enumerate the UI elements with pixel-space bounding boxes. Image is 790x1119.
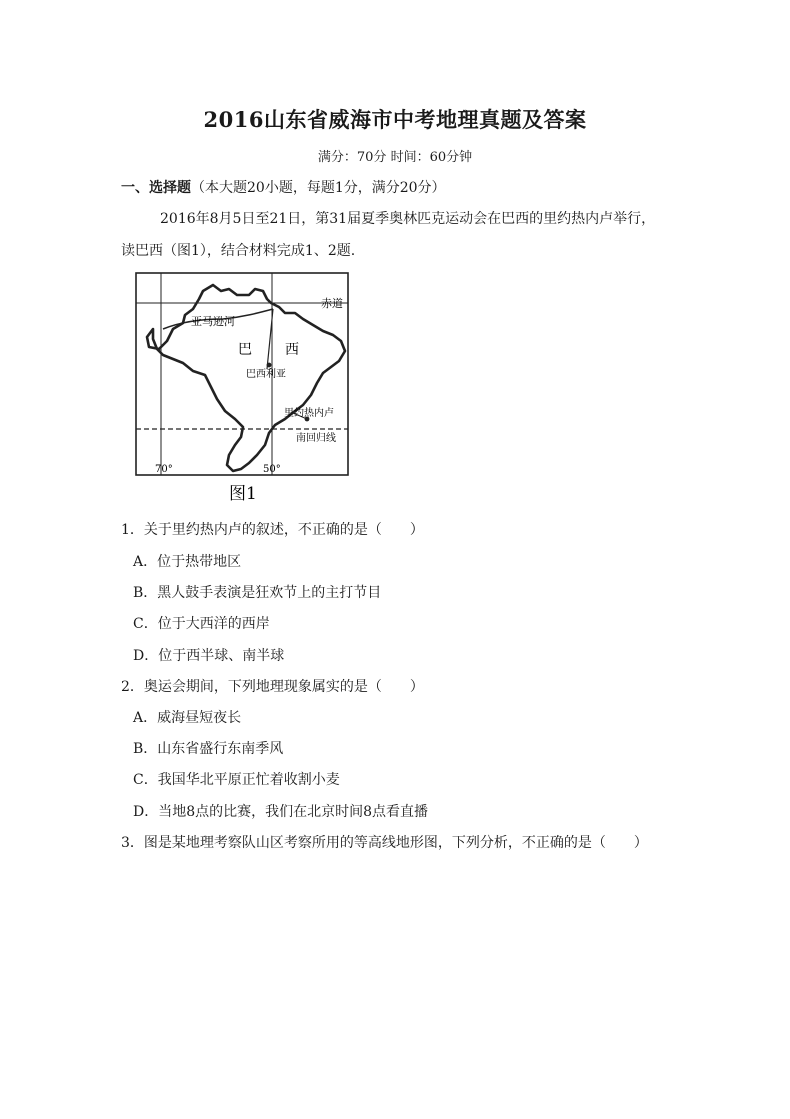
country-label-2: 西 (285, 342, 299, 358)
figure-caption: 图1 (229, 484, 257, 504)
section-note: （本大题20小题，每题1分，满分20分） (191, 180, 446, 196)
question-2-option-a: A．威海昼短夜长 (133, 710, 242, 726)
question-1-stem: 1．关于里约热内卢的叙述，不正确的是（ ） (121, 522, 424, 538)
question-3-stem: 3．图是某地理考察队山区考察所用的等高线地形图，下列分析，不正确的是（ ） (121, 835, 648, 851)
document-title: 2016山东省威海市中考地理真题及答案 (203, 107, 587, 132)
brasilia-dot (267, 363, 272, 368)
lon-50-label: 50° (263, 464, 281, 475)
question-2-stem: 2．奥运会期间，下列地理现象属实的是（ ） (121, 679, 424, 695)
country-label-1: 巴 (238, 342, 252, 358)
equator-label: 赤道 (321, 297, 343, 310)
lon-70-label: 70° (155, 464, 173, 475)
amazon-label: 亚马逊河 (191, 315, 235, 328)
brasilia-label: 巴西利亚 (246, 369, 286, 380)
intro-text-line-2: 读巴西（图1），结合材料完成1、2题. (121, 243, 356, 259)
question-1-option-b: B．黑人鼓手表演是狂欢节上的主打节目 (133, 585, 382, 601)
question-1-option-a: A．位于热带地区 (133, 554, 242, 570)
brazil-map-figure (133, 269, 358, 506)
section-label: 一、选择题 (121, 180, 191, 196)
intro-text-line-1: 2016年8月5日至21日，第31届夏季奥林匹克运动会在巴西的里约热内卢举行， (160, 211, 656, 227)
question-2-option-d: D．当地8点的比赛，我们在北京时间8点看直播 (133, 804, 429, 820)
question-1-option-d: D．位于西半球、南半球 (133, 648, 285, 664)
rio-label: 里约热内卢 (284, 408, 334, 419)
question-2-option-b: B．山东省盛行东南季风 (133, 741, 284, 757)
brazil-map (133, 269, 358, 506)
tropic-label: 南回归线 (296, 433, 336, 444)
exam-info: 满分：70分 时间：60分钟 (317, 150, 473, 165)
section-heading (121, 177, 446, 197)
question-2-option-c: C．我国华北平原正忙着收割小麦 (133, 772, 340, 788)
question-1-option-c: C．位于大西洋的西岸 (133, 616, 270, 632)
